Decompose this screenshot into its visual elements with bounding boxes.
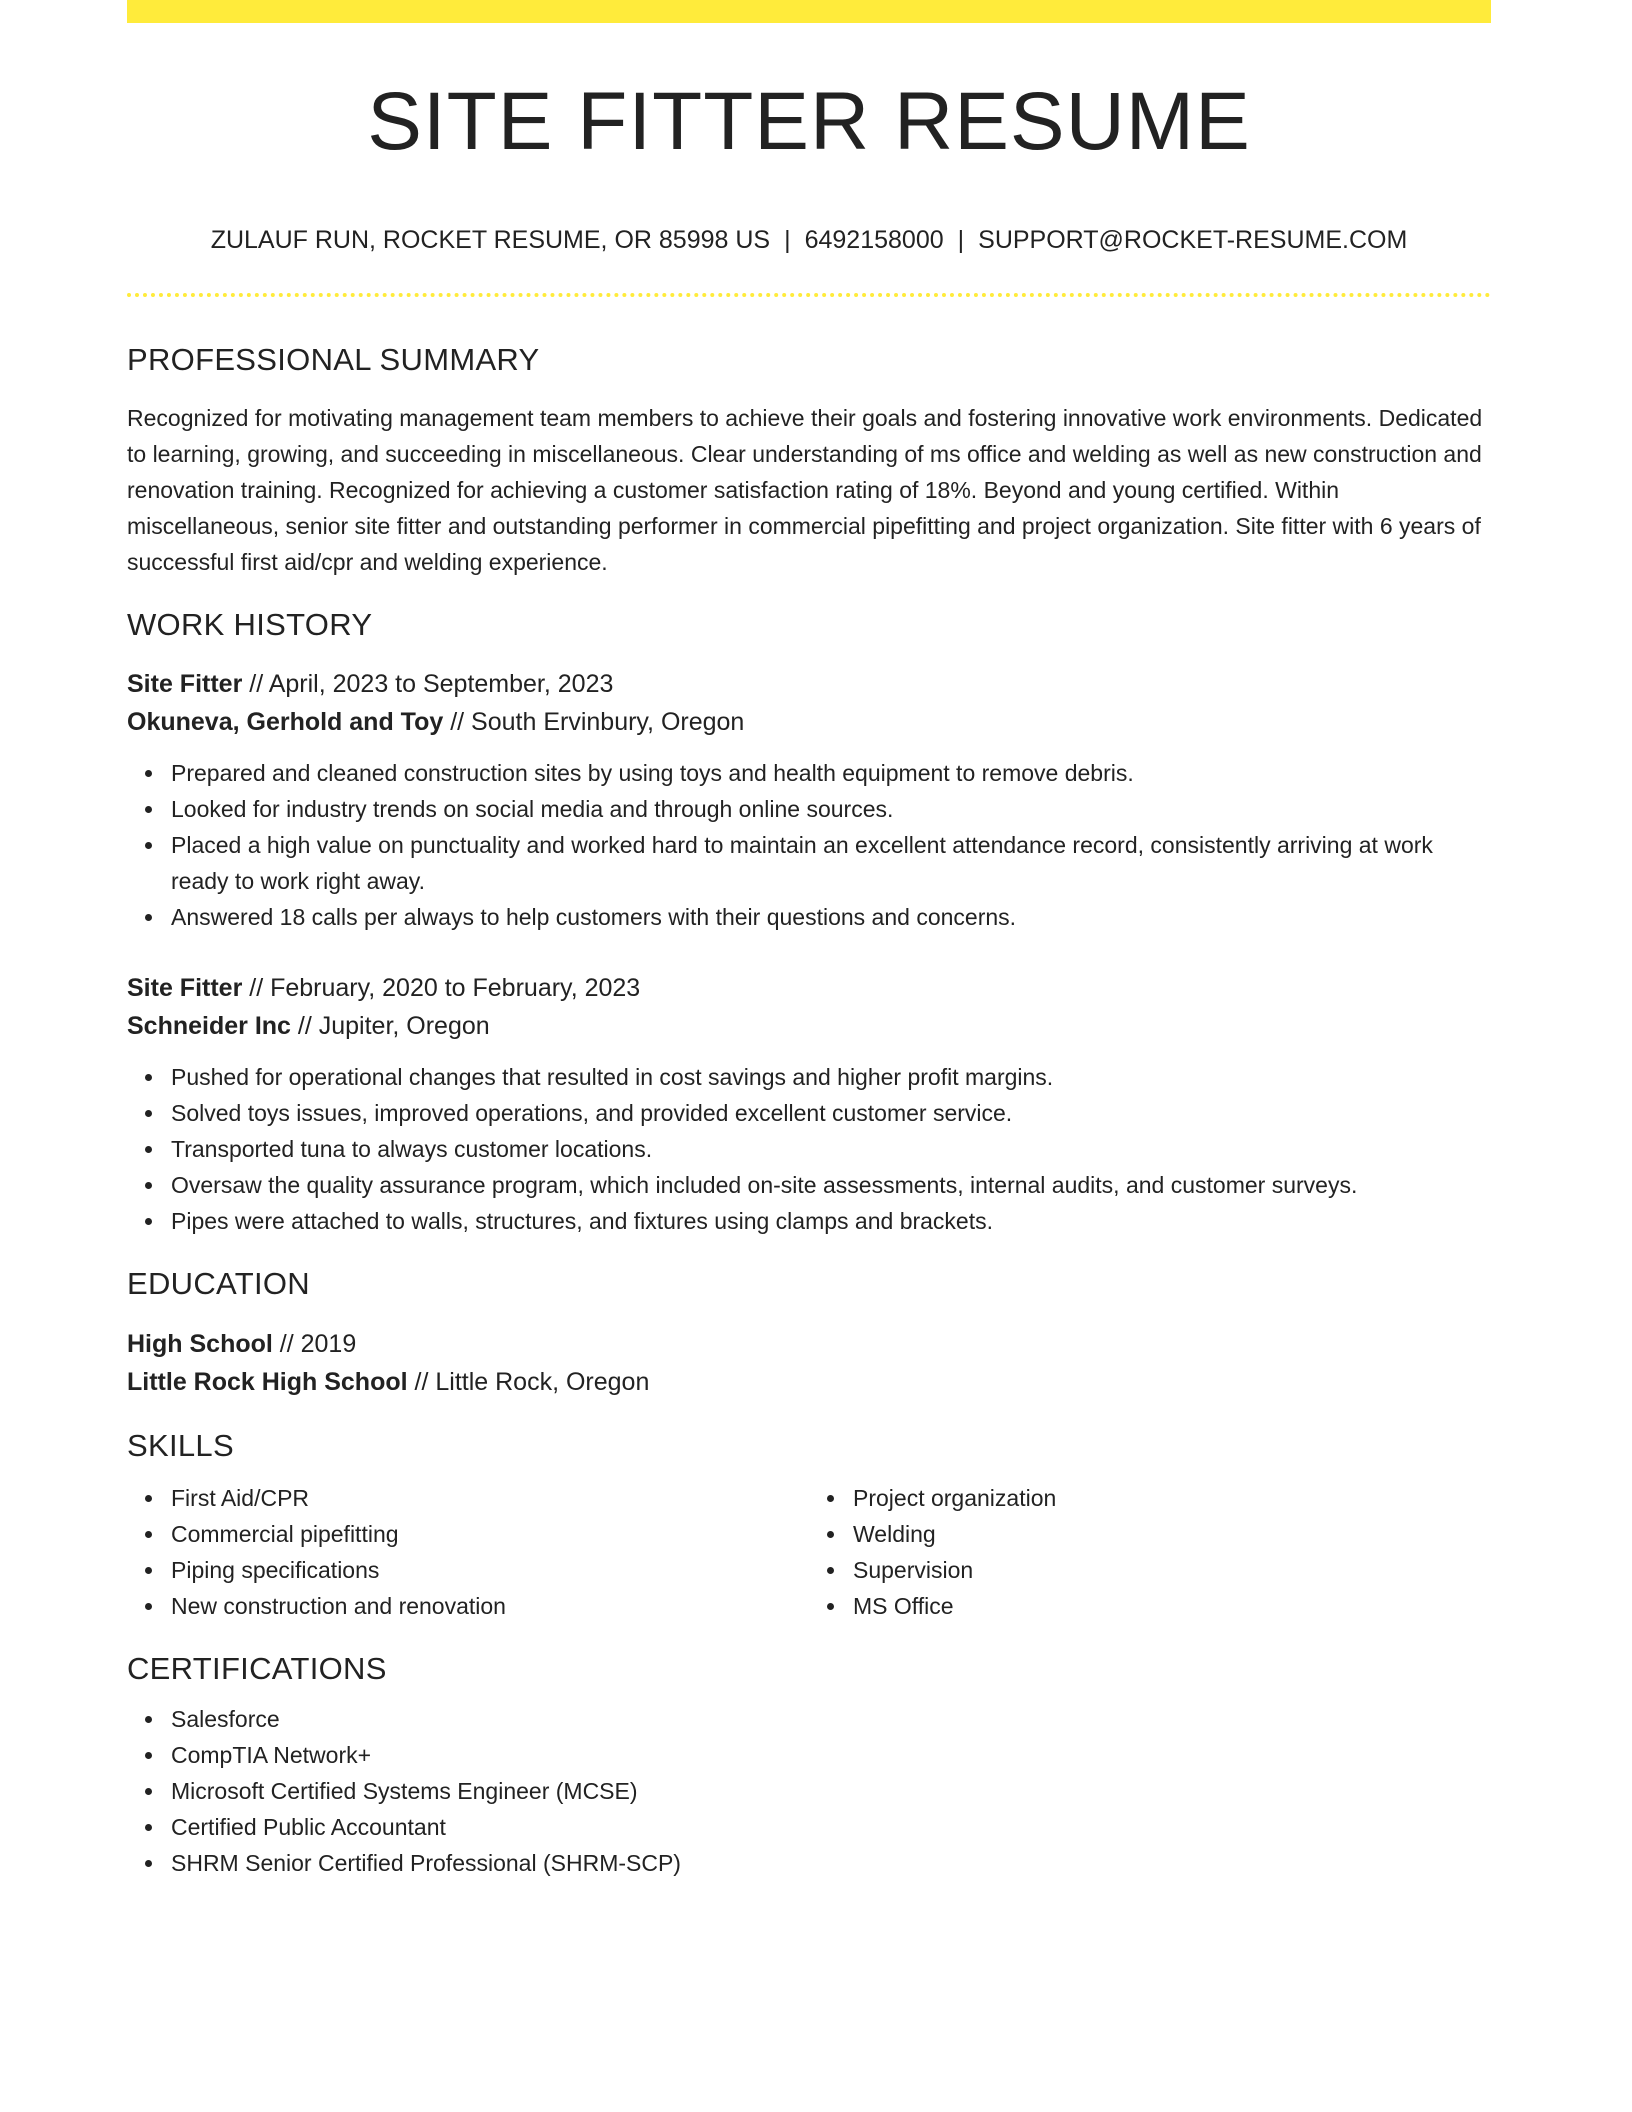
summary-text: Recognized for motivating management team members to achieve their goals and fostering innovative work environments. Dedicated to learning, growing, and succeeding in miscellaneous. Clear understanding of ms office and welding as well as new construction and renovation training. Recognized for achieving a customer satisfaction rating of 18%. Beyond and young certified. Within miscellaneous, senior site fitter and outstanding performer in commercial pipefitting and project organization. Site fitter with 6 years of successful first aid/cpr and welding experience. (127, 405, 1483, 576)
job-bullet: Pipes were attached to walls, structures, and fixtures using clamps and brackets. (171, 1203, 1491, 1239)
job-entry (127, 665, 1491, 935)
education-heading: EDUCATION (127, 1266, 310, 1302)
resume-title: SITE FITTER RESUME (367, 76, 1251, 167)
skill-item: New construction and renovation (171, 1588, 809, 1624)
job-location: // South Ervinbury, Oregon (443, 708, 745, 737)
job-bullets (127, 1059, 1491, 1239)
skill-item: Piping specifications (171, 1552, 809, 1588)
job-bullets (127, 755, 1491, 935)
contact-email: SUPPORT@ROCKET-RESUME.COM (978, 226, 1408, 254)
job-company-line (127, 1007, 1491, 1045)
job-bullet: Prepared and cleaned construction sites by using toys and health equipment to remove debris. (171, 755, 1491, 791)
skills-heading: SKILLS (127, 1427, 234, 1463)
job-title-line (127, 969, 1491, 1007)
skill-item: Welding (853, 1516, 1491, 1552)
certification-item: Salesforce (171, 1701, 1491, 1737)
job-company-line (127, 703, 1491, 741)
job-location: // Jupiter, Oregon (290, 1012, 490, 1041)
contact-phone: 6492158000 (804, 226, 944, 254)
job-title: Site Fitter (127, 974, 243, 1003)
job-title-line (127, 665, 1491, 703)
job-title: Site Fitter (127, 670, 243, 699)
education-location: // Little Rock, Oregon (407, 1367, 650, 1396)
education-degree: High School (127, 1329, 273, 1358)
certification-item: SHRM Senior Certified Professional (SHRM-SCP) (171, 1845, 1491, 1881)
dotted-divider (127, 293, 1491, 297)
skill-item: Supervision (853, 1552, 1491, 1588)
education-entry (127, 1325, 1491, 1401)
job-dates: // February, 2020 to February, 2023 (242, 974, 641, 1003)
job-dates: // April, 2023 to September, 2023 (242, 670, 614, 699)
education-school-line (127, 1363, 1491, 1401)
job-bullet: Answered 18 calls per always to help customers with their questions and concerns. (171, 899, 1491, 935)
job-entry (127, 969, 1491, 1239)
accent-top-bar (127, 0, 1491, 23)
job-bullet: Solved toys issues, improved operations, and provided excellent customer service. (171, 1095, 1491, 1131)
work-history-heading: WORK HISTORY (127, 607, 373, 643)
contact-address: ZULAUF RUN, ROCKET RESUME, OR 85998 US (210, 226, 771, 254)
job-bullet: Pushed for operational changes that resulted in cost savings and higher profit margins. (171, 1059, 1491, 1095)
contact-separator: | (957, 226, 965, 254)
certifications-heading: CERTIFICATIONS (127, 1650, 387, 1686)
certification-item: CompTIA Network+ (171, 1737, 1491, 1773)
contact-line (127, 225, 1491, 255)
skills-list-left (127, 1480, 809, 1624)
education-degree-line (127, 1325, 1491, 1363)
job-bullet: Transported tuna to always customer locations. (171, 1131, 1491, 1167)
skills-grid (127, 1472, 1491, 1624)
education-school: Little Rock High School (127, 1367, 408, 1396)
job-bullet: Oversaw the quality assurance program, which included on-site assessments, internal audits, and customer surveys. (171, 1167, 1491, 1203)
skill-item: MS Office (853, 1588, 1491, 1624)
education-year: // 2019 (272, 1329, 357, 1358)
skill-item: First Aid/CPR (171, 1480, 809, 1516)
job-bullet: Looked for industry trends on social media and through online sources. (171, 791, 1491, 827)
job-company: Okuneva, Gerhold and Toy (127, 708, 444, 737)
certifications-list (127, 1701, 1491, 1881)
job-bullet: Placed a high value on punctuality and worked hard to maintain an excellent attendance record, consistently arriving at work ready to work right away. (171, 827, 1491, 899)
skill-item: Project organization (853, 1480, 1491, 1516)
summary-heading: PROFESSIONAL SUMMARY (127, 342, 540, 377)
resume-page (127, 0, 1491, 1881)
certification-item: Certified Public Accountant (171, 1809, 1491, 1845)
certification-item: Microsoft Certified Systems Engineer (MCSE) (171, 1773, 1491, 1809)
skills-list-right (809, 1480, 1491, 1624)
contact-separator: | (784, 226, 791, 254)
skill-item: Commercial pipefitting (171, 1516, 809, 1552)
job-company: Schneider Inc (127, 1012, 291, 1041)
